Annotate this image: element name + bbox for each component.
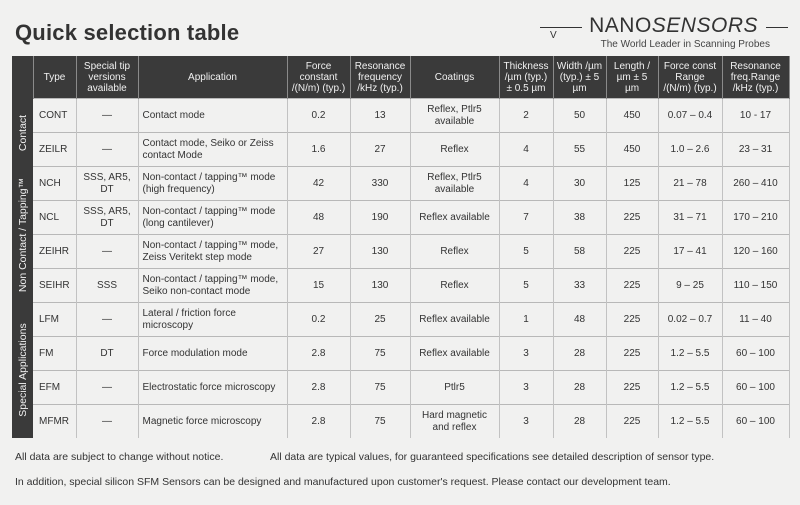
cell-coatings: Reflex — [410, 133, 499, 167]
cell-resonance-frequency: 25 — [350, 303, 410, 337]
column-header: Application — [138, 56, 287, 99]
cell-resonance-frequency: 75 — [350, 337, 410, 371]
table-row — [12, 235, 789, 269]
cell-force-range: 0.07 – 0.4 — [658, 99, 722, 133]
cell-force-range: 1.2 – 5.5 — [658, 371, 722, 405]
cell-length: 225 — [606, 235, 658, 269]
cell-force-constant: 2.8 — [287, 371, 350, 405]
cell-resonance-range: 23 – 31 — [722, 133, 789, 167]
cell-resonance-frequency: 330 — [350, 167, 410, 201]
cell-force-range: 0.02 – 0.7 — [658, 303, 722, 337]
cell-resonance-range: 10 - 17 — [722, 99, 789, 133]
cell-resonance-frequency: 75 — [350, 371, 410, 405]
cell-force-range: 31 – 71 — [658, 201, 722, 235]
cell-width: 50 — [553, 99, 606, 133]
cell-length: 225 — [606, 405, 658, 439]
page-title: Quick selection table — [15, 20, 240, 45]
cell-type: NCL — [33, 201, 76, 235]
cell-thickness: 5 — [499, 235, 553, 269]
cell-type: EFM — [33, 371, 76, 405]
cell-application: Non-contact / tapping™ mode (long cantilever) — [138, 201, 287, 235]
cell-width: 33 — [553, 269, 606, 303]
cell-coatings: Reflex, Ptlr5 available — [410, 99, 499, 133]
table-row — [12, 371, 789, 405]
cell-type: ZEILR — [33, 133, 76, 167]
cell-thickness: 7 — [499, 201, 553, 235]
footnote-typical-values: All data are typical values, for guaranteed specifications see detailed description of sensor type. — [270, 451, 715, 463]
cell-application: Non-contact / tapping™ mode, Zeiss Veritekt step mode — [138, 235, 287, 269]
cell-force-constant: 0.2 — [287, 303, 350, 337]
cell-resonance-range: 120 – 160 — [722, 235, 789, 269]
group-label-cell — [12, 167, 33, 303]
cell-force-range: 9 – 25 — [658, 269, 722, 303]
cell-coatings: Reflex — [410, 235, 499, 269]
column-header: Coatings — [410, 56, 499, 99]
cell-thickness: 3 — [499, 371, 553, 405]
cell-resonance-range: 260 – 410 — [722, 167, 789, 201]
brand-logo — [538, 8, 788, 52]
cell-coatings: Reflex available — [410, 303, 499, 337]
cell-thickness: 3 — [499, 337, 553, 371]
cell-force-constant: 27 — [287, 235, 350, 269]
column-header: Force const Range /(N/m) (typ.) — [658, 56, 722, 99]
cell-length: 225 — [606, 201, 658, 235]
cell-type: NCH — [33, 167, 76, 201]
cell-width: 28 — [553, 405, 606, 439]
cell-coatings: Reflex available — [410, 337, 499, 371]
cell-width: 38 — [553, 201, 606, 235]
cell-width: 28 — [553, 337, 606, 371]
cell-coatings: Reflex available — [410, 201, 499, 235]
footnote-change-notice: All data are subject to change without notice. — [15, 451, 224, 463]
logo-line-right — [766, 27, 788, 28]
cell-width: 30 — [553, 167, 606, 201]
table-row — [12, 99, 789, 133]
cell-tip-versions: DT — [76, 337, 138, 371]
cell-width: 55 — [553, 133, 606, 167]
cell-application: Force modulation mode — [138, 337, 287, 371]
cell-force-range: 17 – 41 — [658, 235, 722, 269]
cell-application: Contact mode — [138, 99, 287, 133]
cell-application: Non-contact / tapping™ mode, Seiko non-contact mode — [138, 269, 287, 303]
table-row — [12, 133, 789, 167]
cell-length: 450 — [606, 133, 658, 167]
cell-width: 48 — [553, 303, 606, 337]
cell-resonance-range: 110 – 150 — [722, 269, 789, 303]
brand-name — [589, 14, 758, 38]
cell-application: Electrostatic force microscopy — [138, 371, 287, 405]
cell-tip-versions: SSS — [76, 269, 138, 303]
cell-tip-versions: — — [76, 133, 138, 167]
cell-force-range: 1.2 – 5.5 — [658, 337, 722, 371]
cell-force-constant: 15 — [287, 269, 350, 303]
cell-type: SEIHR — [33, 269, 76, 303]
cell-length: 225 — [606, 303, 658, 337]
cell-thickness: 3 — [499, 405, 553, 439]
cell-tip-versions: — — [76, 99, 138, 133]
cell-force-constant: 0.2 — [287, 99, 350, 133]
group-label: Non Contact / Tapping™ — [16, 177, 29, 292]
group-label-cell — [12, 303, 33, 439]
cell-coatings: Hard magnetic and reflex — [410, 405, 499, 439]
cell-force-range: 1.0 – 2.6 — [658, 133, 722, 167]
cell-tip-versions: — — [76, 303, 138, 337]
table-row — [12, 167, 789, 201]
cell-application: Contact mode, Seiko or Zeiss contact Mode — [138, 133, 287, 167]
cell-tip-versions: SSS, AR5, DT — [76, 167, 138, 201]
cell-force-constant: 48 — [287, 201, 350, 235]
cell-coatings: Reflex — [410, 269, 499, 303]
table-row — [12, 303, 789, 337]
table-row — [12, 201, 789, 235]
cell-coatings: Ptlr5 — [410, 371, 499, 405]
cell-force-range: 21 – 78 — [658, 167, 722, 201]
cell-length: 125 — [606, 167, 658, 201]
header-group-cell — [12, 56, 33, 99]
cell-application: Non-contact / tapping™ mode (high frequency) — [138, 167, 287, 201]
column-header: Special tip versions available — [76, 56, 138, 99]
cell-tip-versions: — — [76, 371, 138, 405]
column-header: Thickness /µm (typ.) ± 0.5 µm — [499, 56, 553, 99]
cell-thickness: 1 — [499, 303, 553, 337]
cell-length: 225 — [606, 337, 658, 371]
cell-application: Lateral / friction force microscopy — [138, 303, 287, 337]
cell-force-constant: 42 — [287, 167, 350, 201]
cell-width: 58 — [553, 235, 606, 269]
cell-resonance-frequency: 130 — [350, 235, 410, 269]
cell-resonance-frequency: 130 — [350, 269, 410, 303]
column-header: Width /µm (typ.) ± 5 µm — [553, 56, 606, 99]
footnote-custom-sensors: In addition, special silicon SFM Sensors can be designed and manufactured upon customer's request. Please contact our development team. — [15, 476, 671, 488]
brand-tagline: The World Leader in Scanning Probes — [600, 39, 770, 50]
cell-force-constant: 2.8 — [287, 405, 350, 439]
table-header-row — [12, 56, 789, 99]
table-row — [12, 405, 789, 439]
cell-resonance-frequency: 190 — [350, 201, 410, 235]
cell-width: 28 — [553, 371, 606, 405]
cell-tip-versions: — — [76, 405, 138, 439]
column-header: Length /µm ± 5 µm — [606, 56, 658, 99]
cell-force-constant: 1.6 — [287, 133, 350, 167]
cell-thickness: 5 — [499, 269, 553, 303]
quick-selection-table — [12, 56, 790, 438]
cell-resonance-range: 60 – 100 — [722, 337, 789, 371]
cell-resonance-frequency: 27 — [350, 133, 410, 167]
cell-resonance-range: 60 – 100 — [722, 405, 789, 439]
cell-type: CONT — [33, 99, 76, 133]
cell-coatings: Reflex, Ptlr5 available — [410, 167, 499, 201]
cell-thickness: 4 — [499, 167, 553, 201]
cell-type: LFM — [33, 303, 76, 337]
group-label: Special Applications — [16, 323, 29, 417]
column-header: Type — [33, 56, 76, 99]
column-header: Resonance frequency /kHz (typ.) — [350, 56, 410, 99]
column-header: Resonance freq.Range /kHz (typ.) — [722, 56, 789, 99]
cell-length: 450 — [606, 99, 658, 133]
logo-v-mark: V — [550, 30, 557, 41]
cell-length: 225 — [606, 371, 658, 405]
cell-thickness: 4 — [499, 133, 553, 167]
cell-tip-versions: SSS, AR5, DT — [76, 201, 138, 235]
logo-line-left — [540, 27, 582, 28]
group-label-cell — [12, 99, 33, 167]
cell-force-constant: 2.8 — [287, 337, 350, 371]
cell-resonance-range: 170 – 210 — [722, 201, 789, 235]
cell-resonance-range: 11 – 40 — [722, 303, 789, 337]
cell-type: FM — [33, 337, 76, 371]
cell-resonance-frequency: 13 — [350, 99, 410, 133]
cell-resonance-frequency: 75 — [350, 405, 410, 439]
table-row — [12, 269, 789, 303]
cell-length: 225 — [606, 269, 658, 303]
brand-name-plain: NANO — [589, 14, 652, 37]
column-header: Force constant /(N/m) (typ.) — [287, 56, 350, 99]
cell-type: MFMR — [33, 405, 76, 439]
cell-thickness: 2 — [499, 99, 553, 133]
cell-force-range: 1.2 – 5.5 — [658, 405, 722, 439]
table-row — [12, 337, 789, 371]
brand-name-italic: SENSORS — [651, 14, 758, 37]
cell-resonance-range: 60 – 100 — [722, 371, 789, 405]
cell-type: ZEIHR — [33, 235, 76, 269]
cell-tip-versions: — — [76, 235, 138, 269]
cell-application: Magnetic force microscopy — [138, 405, 287, 439]
group-label: Contact — [16, 114, 29, 151]
